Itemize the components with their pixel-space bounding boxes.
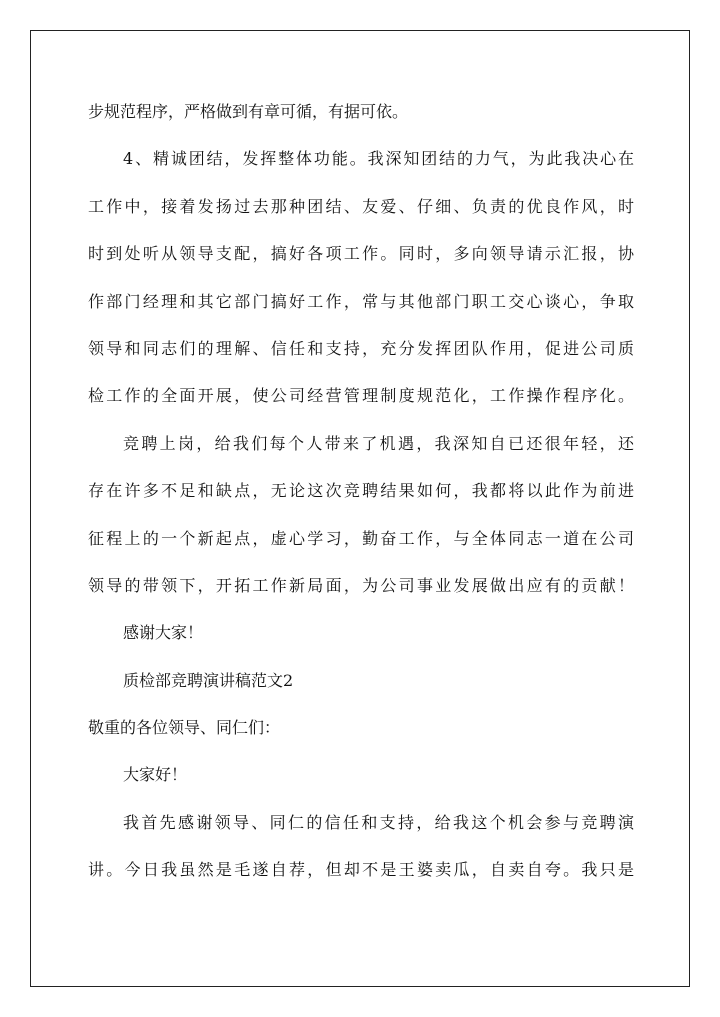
- text-line: 讲。今日我虽然是毛遂自荐，但却不是王婆卖瓜，自卖自夸。我只是: [88, 860, 634, 880]
- section-heading: 质检部竞聘演讲稿范文2: [123, 670, 294, 690]
- document-body: [88, 94, 634, 900]
- salutation: 敬重的各位领导、同仁们：: [88, 718, 281, 738]
- text-line: 征程上的一个新起点，虚心学习，勤奋工作，与全体同志一道在公司: [88, 528, 634, 548]
- text-line: 竞聘上岗，给我们每个人带来了机遇，我深知自已还很年轻，还: [123, 433, 634, 453]
- text-line: 领导和同志们的理解、信任和支持，充分发挥团队作用，促进公司质: [88, 338, 634, 358]
- text-line: 我首先感谢领导、同仁的信任和支持，给我这个机会参与竞聘演: [123, 812, 634, 832]
- text-line: 工作中，接着发扬过去那种团结、友爱、仔细、负责的优良作风，时: [88, 196, 634, 216]
- text-line: 领导的带领下，开拓工作新局面，为公司事业发展做出应有的贡献！: [88, 575, 634, 595]
- text-line: 存在许多不足和缺点，无论这次竞聘结果如何，我都将以此作为前进: [88, 481, 634, 501]
- text-line: 作部门经理和其它部门搞好工作，常与其他部门职工交心谈心，争取: [88, 291, 634, 311]
- text-line: 4、精诚团结，发挥整体功能。我深知团结的力气，为此我决心在: [123, 149, 634, 169]
- text-line: 步规范程序，严格做到有章可循，有据可依。: [88, 102, 409, 121]
- text-line: 检工作的全面开展，使公司经营管理制度规范化，工作操作程序化。: [88, 386, 634, 406]
- text-line: 时到处听从领导支配，搞好各项工作。同时，多向领导请示汇报，协: [88, 244, 634, 264]
- greeting: 大家好！: [123, 765, 188, 785]
- text-line: 感谢大家！: [123, 623, 204, 643]
